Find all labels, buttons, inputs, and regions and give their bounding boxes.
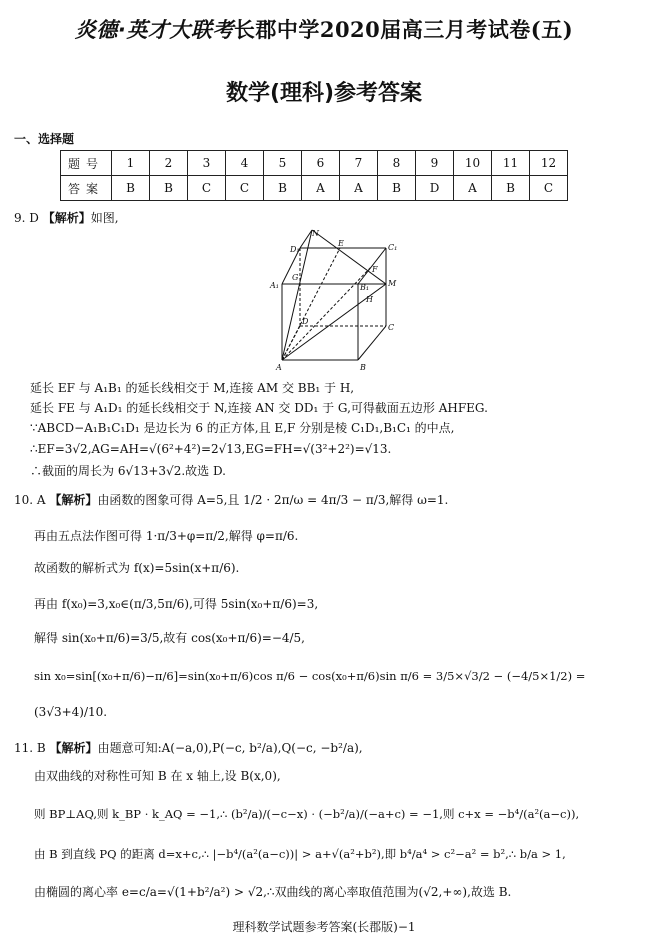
q9-line: ∵ABCD−A₁B₁C₁D₁ 是边长为 6 的正方体,且 E,F 分别是棱 C₁D₁,B₁C₁ 的中点, xyxy=(30,421,455,435)
table-cell: C xyxy=(226,176,264,201)
table-cell: 6 xyxy=(302,151,340,176)
q11-line: 则 BP⊥AQ,则 k_BP · k_AQ = −1,∴ (b²/a)/(−c−x) · (−b²/a)/(−a+c) = −1,则 c+x = −b⁴/(a²(a−c)), xyxy=(34,807,580,821)
q11-number: 11. B xyxy=(14,741,46,755)
table-cell: 8 xyxy=(378,151,416,176)
table-cell: 11 xyxy=(492,151,530,176)
q10-number: 10. A xyxy=(14,493,46,507)
q9-intro: 如图, xyxy=(90,211,119,225)
page-subtitle: 数学(理科)参考答案 xyxy=(225,81,423,106)
q9-line: ∴EF=3√2,AG=AH=√(6²+4²)=2√13,EG=FH=√(3²+2²)=√13. xyxy=(30,442,392,456)
page-footer: 理科数学试题参考答案(长郡版)−1 xyxy=(232,920,416,934)
fig-label: H xyxy=(366,295,373,304)
table-cell: A xyxy=(302,176,340,201)
table-cell: C xyxy=(188,176,226,201)
fig-label: D xyxy=(302,317,309,326)
fig-label: C₁ xyxy=(388,243,398,252)
q10-heading xyxy=(14,492,448,508)
fig-label: G xyxy=(292,273,299,282)
table-cell: 9 xyxy=(416,151,454,176)
fig-label: D₁ xyxy=(290,245,300,254)
fig-label: C xyxy=(388,323,395,332)
table-cell: 12 xyxy=(530,151,568,176)
table-cell: A xyxy=(454,176,492,201)
table-cell: 2 xyxy=(150,151,188,176)
brand-text: 炎德·英才大联考 xyxy=(74,18,234,42)
q10-line: sin x₀=sin[(x₀+π/6)−π/6]=sin(x₀+π/6)cos π/6 − cos(x₀+π/6)sin π/6 = 3/5×√3/2 − (−4/5×1/2) = xyxy=(34,669,586,683)
fig-label: E xyxy=(338,239,344,248)
table-cell: A xyxy=(340,176,378,201)
q11-line: 由题意可知:A(−a,0),P(−c, b²/a),Q(−c, −b²/a), xyxy=(97,741,363,755)
table-cell: B xyxy=(150,176,188,201)
table-cell: 5 xyxy=(264,151,302,176)
q11-line: 由椭圆的离心率 e=c/a=√(1+b²/a²) > √2,∴双曲线的离心率取值范围为(√2,+∞),故选 B. xyxy=(34,885,512,899)
table-header-cell: 题号 xyxy=(61,151,112,176)
q9-number: 9. D xyxy=(14,211,39,225)
table-cell: 3 xyxy=(188,151,226,176)
fig-label: N xyxy=(312,229,319,238)
table-cell: B xyxy=(378,176,416,201)
q10-line: 故函数的解析式为 f(x)=5sin(x+π/6). xyxy=(34,561,240,575)
q11-analysis-tag: 【解析】 xyxy=(49,741,98,755)
fig-label: F xyxy=(372,265,378,274)
q11-heading xyxy=(14,740,363,756)
fig-label: A xyxy=(276,363,282,372)
q11-line: 由双曲线的对称性可知 B 在 x 轴上,设 B(x,0), xyxy=(34,769,281,783)
q9-line: 延长 EF 与 A₁B₁ 的延长线相交于 M,连接 AM 交 BB₁ 于 H, xyxy=(30,381,355,395)
q9-analysis-tag: 【解析】 xyxy=(42,211,91,225)
q10-line: 由函数的图象可得 A=5,且 1/2 · 2π/ω = 4π/3 − π/3,解得 ω=1. xyxy=(97,493,449,507)
fig-label: B₁ xyxy=(360,283,370,292)
q11-line: 由 B 到直线 PQ 的距离 d=x+c,∴ |−b⁴/(a²(a−c))| > a+√(a²+b²),即 b⁴/a⁴ > c²−a² = b²,∴ b/a > 1, xyxy=(34,847,566,861)
fig-label: M xyxy=(388,279,397,288)
q10-line: 解得 sin(x₀+π/6)=3/5,故有 cos(x₀+π/6)=−4/5, xyxy=(34,631,305,645)
table-cell: 10 xyxy=(454,151,492,176)
table-cell: B xyxy=(112,176,150,201)
fig-label: A₁ xyxy=(270,281,279,290)
q10-analysis-tag: 【解析】 xyxy=(49,493,98,507)
table-cell: C xyxy=(530,176,568,201)
table-row-numbers xyxy=(61,151,568,176)
q9-line: 延长 FE 与 A₁D₁ 的延长线相交于 N,连接 AN 交 DD₁ 于 G,可得截面五边形 AHFEG. xyxy=(30,401,488,415)
answer-table xyxy=(60,150,568,201)
table-cell: B xyxy=(492,176,530,201)
cube-figure xyxy=(262,226,402,374)
page-title xyxy=(0,14,648,44)
table-row-answers xyxy=(61,176,568,201)
table-cell: B xyxy=(264,176,302,201)
table-cell: 1 xyxy=(112,151,150,176)
table-cell: 4 xyxy=(226,151,264,176)
fig-label: B xyxy=(360,363,366,372)
q9-line: ∴截面的周长为 6√13+3√2.故选 D. xyxy=(30,464,226,478)
exam-title: 长郡中学2020届高三月考试卷(五) xyxy=(233,17,574,42)
q10-line: 再由五点法作图可得 1·π/3+φ=π/2,解得 φ=π/6. xyxy=(34,529,299,543)
table-cell: 7 xyxy=(340,151,378,176)
section-heading-choice: 一、选择题 xyxy=(14,132,75,146)
table-header-cell: 答案 xyxy=(61,176,112,201)
q10-line: 再由 f(x₀)=3,x₀∈(π/3,5π/6),可得 5sin(x₀+π/6)=3, xyxy=(34,597,319,611)
q9-heading xyxy=(14,210,119,226)
table-cell: D xyxy=(416,176,454,201)
q10-line: (3√3+4)/10. xyxy=(34,705,108,719)
